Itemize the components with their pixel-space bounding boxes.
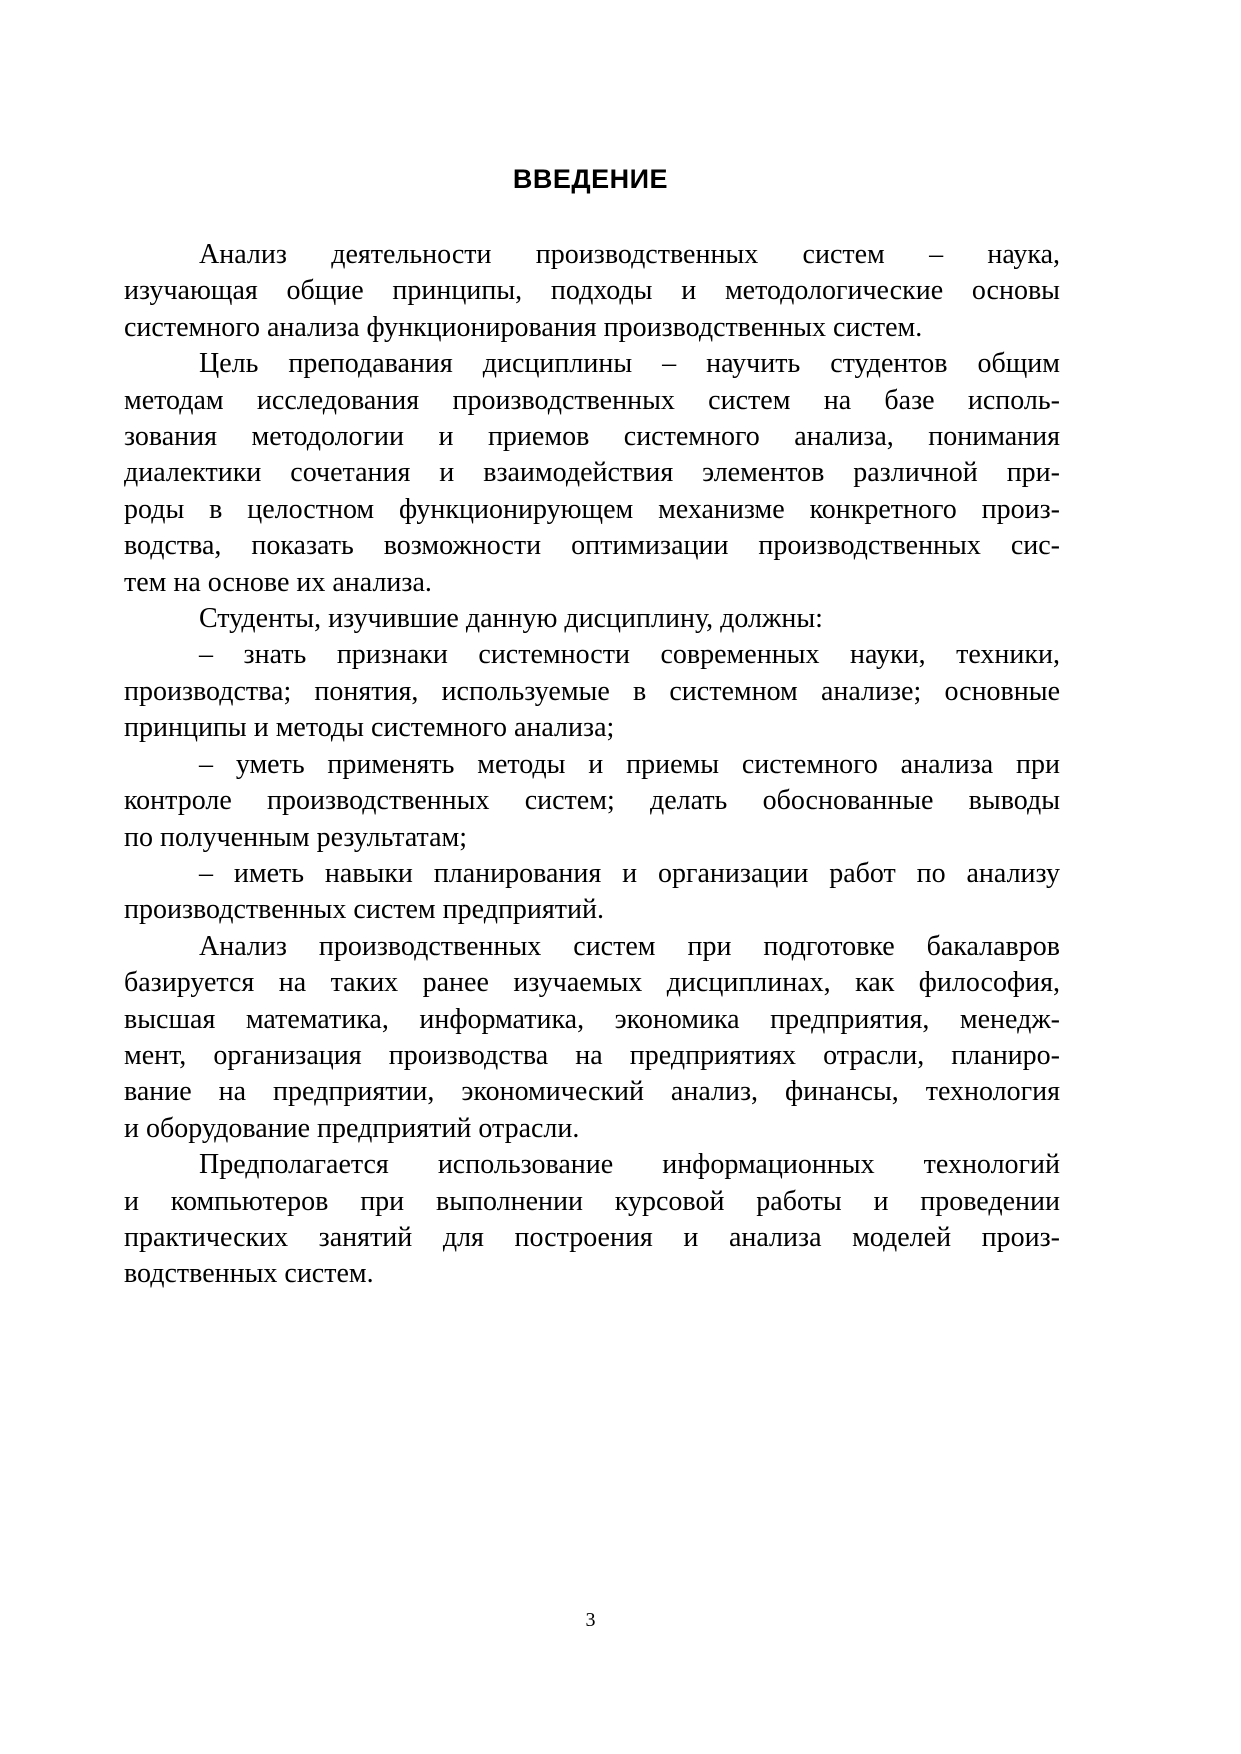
- body-text: [124, 237, 1060, 1293]
- page-title: ВВЕДЕНИЕ: [512, 164, 669, 194]
- text-line: Анализ деятельности производственных систем – наука,: [199, 239, 1060, 270]
- paragraph: [124, 601, 1060, 637]
- text-line: и компьютеров при выполнении курсовой работы и проведении: [124, 1185, 1060, 1217]
- text-line: высшая математика, информатика, экономика предприятия, менедж-: [124, 1003, 1060, 1035]
- text-line: Предполагается использование информационных технологий: [199, 1149, 1060, 1181]
- text-line: – знать признаки системности современных науки, техники,: [199, 639, 1060, 671]
- paragraph: [124, 929, 1060, 1147]
- text-line: изучающая общие принципы, подходы и методологические основы: [124, 275, 1060, 307]
- paragraph: [124, 1147, 1060, 1293]
- text-line: базируется на таких ранее изучаемых дисциплинах, как философия,: [124, 967, 1060, 999]
- text-line: по полученным результатам;: [124, 821, 468, 853]
- text-line: мент, организация производства на предприятиях отрасли, планиро-: [124, 1039, 1060, 1071]
- text-line: Анализ производственных систем при подготовке бакалавров: [199, 930, 1060, 962]
- page-number: 3: [585, 1609, 596, 1631]
- text-line: производства; понятия, используемые в системном анализе; основные: [124, 675, 1060, 707]
- paragraph: [124, 856, 1060, 929]
- paragraph: [124, 637, 1060, 746]
- text-line: системного анализа функционирования производственных систем.: [124, 311, 923, 343]
- text-line: тем на основе их анализа.: [124, 566, 432, 598]
- paragraph: [124, 237, 1060, 346]
- text-line: и оборудование предприятий отрасли.: [124, 1112, 580, 1144]
- text-line: практических занятий для построения и анализа моделей произ-: [124, 1221, 1060, 1253]
- text-line: водственных систем.: [124, 1258, 374, 1290]
- text-line: принципы и методы системного анализа;: [124, 712, 615, 744]
- text-line: – уметь применять методы и приемы системного анализа при: [199, 748, 1060, 780]
- text-line: роды в целостном функционирующем механизме конкретного произ-: [124, 493, 1060, 525]
- text-line: диалектики сочетания и взаимодействия элементов различной при-: [124, 457, 1060, 489]
- paragraph: [124, 747, 1060, 856]
- text-line: – иметь навыки планирования и организации работ по анализу: [199, 857, 1060, 889]
- text-line: зования методологии и приемов системного анализа, понимания: [124, 421, 1060, 453]
- text-line: вание на предприятии, экономический анализ, финансы, технология: [124, 1076, 1060, 1108]
- text-line: водства, показать возможности оптимизации производственных сис-: [124, 530, 1060, 562]
- text-line: производственных систем предприятий.: [124, 894, 604, 926]
- text-line: Студенты, изучившие данную дисциплину, должны:: [199, 603, 823, 635]
- text-line: контроле производственных систем; делать обоснованные выводы: [124, 785, 1060, 817]
- paragraph: [124, 346, 1060, 601]
- text-line: методам исследования производственных систем на базе исполь-: [124, 384, 1060, 416]
- text-line: Цель преподавания дисциплины – научить студентов общим: [199, 348, 1060, 380]
